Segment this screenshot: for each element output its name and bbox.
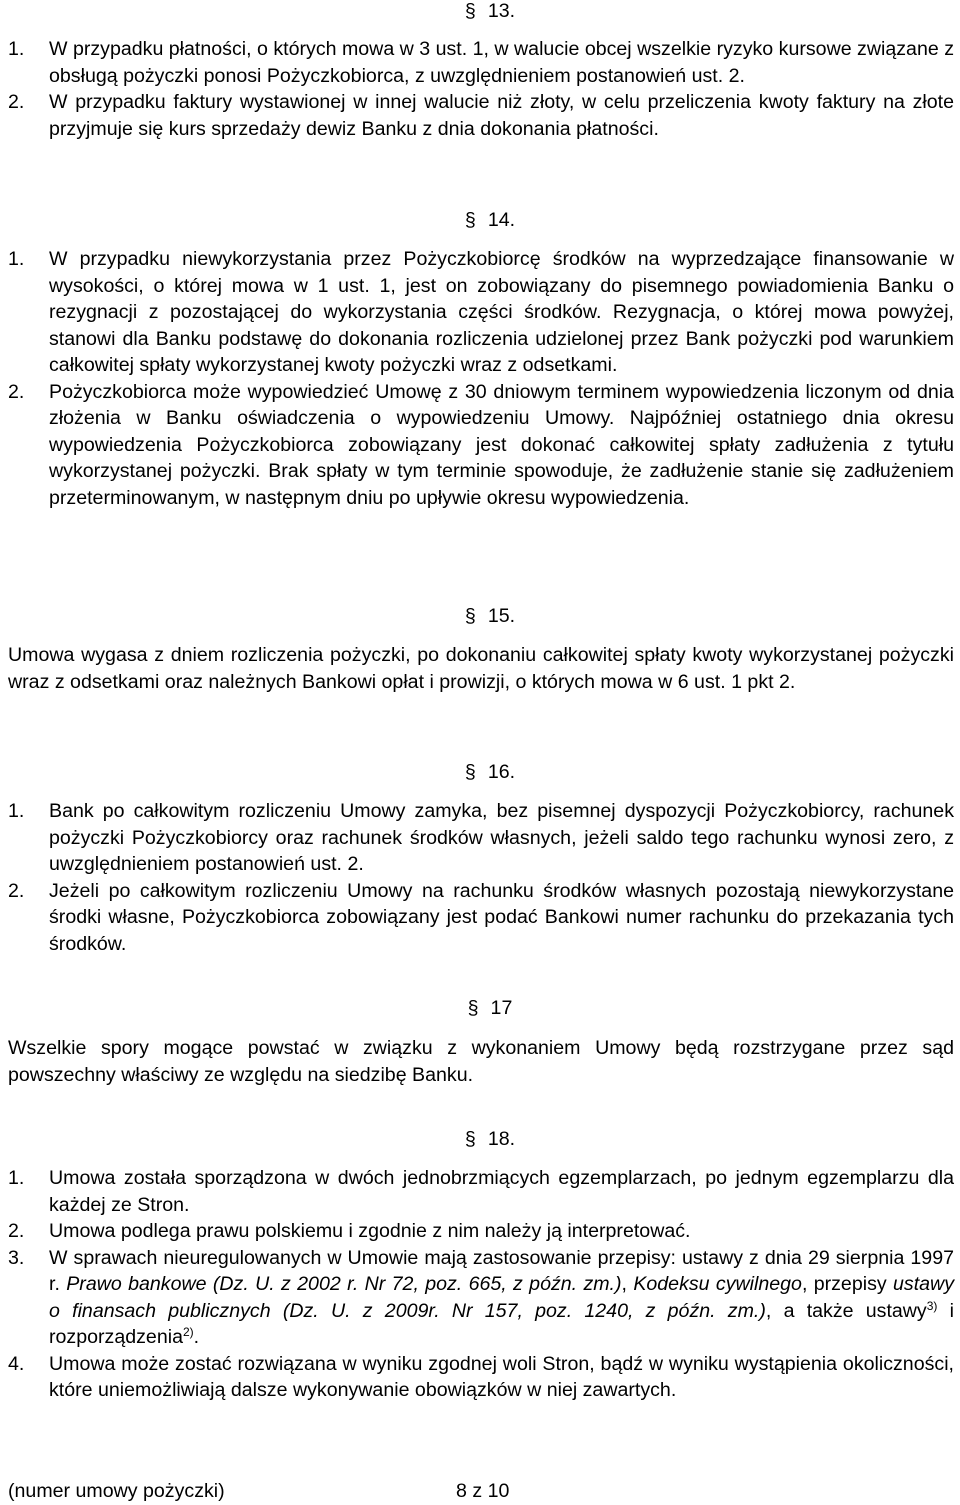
s18-item-3-text-e: i rozporządzenia [49, 1299, 954, 1348]
section-13-body [0, 36, 960, 142]
section-18-number: 18. [487, 1128, 516, 1150]
s18-item-3-text-a: W sprawach nieuregulowanych w Umowie mają zastosowanie przepisy: ustawy z dnia 29 sierpnia 1997 r. [49, 1246, 954, 1295]
section-18-heading [0, 1126, 960, 1153]
section-17-heading [0, 995, 960, 1022]
section-symbol: § [464, 605, 476, 627]
section-17 [0, 995, 960, 1022]
s18-item-4-num: 4. [8, 1352, 25, 1375]
s18-item-3-italic-banking-law: Prawo bankowe (Dz. U. z 2002 r. Nr 72, poz. 665, z późn. zm.) [66, 1273, 622, 1295]
section-18 [0, 1126, 960, 1153]
s18-item-1-num: 1. [8, 1167, 25, 1189]
section-15-heading [0, 603, 960, 630]
s18-item-2-num: 2. [8, 1220, 25, 1242]
s13-item-2-text: W przypadku faktury wystawionej w innej walucie niż złoty, w celu przeliczenia kwoty faktury na złote przyjmuje się kurs sprzedaży dewiz Banku z dnia dokonania płatności. [49, 91, 954, 140]
s16-item-2-text: Jeżeli po całkowitym rozliczeniu Umowy na rachunku środków własnych pozostają niewykorzystane środki własne, Pożyczkobiorca zobowiązany jest podać Bankowi numer rachunku do przekazania tych środków. [49, 879, 954, 955]
s13-item-1-num: 1. [8, 38, 25, 60]
s18-item-3-text-d: , a także ustawy [765, 1299, 927, 1322]
section-14 [0, 207, 960, 234]
s14-item-1-text: W przypadku niewykorzystania przez Pożyczkobiorcę środków na wyprzedzające finansowanie w wysokości, o której mowa w 1 ust. 1, jest on zobowiązany do pisemnego powiadomienia Banku o rezygnacji z pozostającej do wykorzystania części środków. Rezygnacja, o której mowa powyżej, stanowi dla Banku podstawę do dokonania rozliczenia udzielonej przez Bank pożyczki pod warunkiem całkowitej spłaty wykorzystanej kwoty pożyczki wraz z odsetkami. [49, 248, 954, 376]
section-15-body [0, 642, 960, 695]
s18-item-3 [0, 1245, 960, 1351]
footnote-ref-3: 3) [926, 1298, 938, 1313]
section-13-number: 13. [487, 0, 516, 22]
s16-item-1 [0, 798, 960, 878]
s14-item-2 [0, 379, 960, 512]
section-symbol: § [464, 209, 476, 231]
s18-item-4-text: Umowa może zostać rozwiązana w wyniku zgodnej woli Stron, bądź w wyniku wystąpienia okoliczności, które uniemożliwiają dalsze wykonywanie obowiązków w niej zawartych. [49, 1352, 954, 1401]
s13-item-1-text: W przypadku płatności, o których mowa w 3 ust. 1, w walucie obcej wszelkie ryzyko kursowe związane z obsługą pożyczki ponosi Pożyczkobiorca, z uwzględnieniem postanowień ust. 2. [49, 38, 954, 87]
section-18-body [0, 1165, 960, 1404]
s14-item-1 [0, 246, 960, 379]
s18-item-1-text: Umowa została sporządzona w dwóch jednobrzmiących egzemplarzach, po jednym egzemplarzu dla każdej ze Stron. [49, 1167, 954, 1216]
footer-page-number: 8 z 10 [456, 1480, 510, 1502]
s14-item-2-text: Pożyczkobiorca może wypowiedzieć Umowę z 30 dniowym terminem wypowiedzenia liczonym od dnia złożenia w Banku oświadczenia o wypowiedzeniu Umowy. Najpóźniej ostatniego dnia okresu wypowiedzenia Pożyczkobiorca zobowiązany jest dokonać całkowitej spłaty zadłużenia z tytułu wykorzystanej pożyczki. Brak spłaty w tym terminie spowoduje, że zadłużenie stanie się zadłużeniem przeterminowanym, w następnym dniu po upływie okresu wypowiedzenia. [49, 380, 954, 509]
footnote-ref-2: 2) [182, 1325, 194, 1339]
s18-item-1 [0, 1165, 960, 1218]
section-14-number: 14. [487, 209, 516, 231]
section-symbol: § [464, 761, 476, 783]
section-14-heading [0, 207, 960, 234]
s18-item-3-italic-public-finance: ustawy o finansach publicznych (Dz. U. z 2009r. Nr 157, poz. 1240, z późn. zm.) [49, 1273, 954, 1322]
s14-item-1-num: 1. [8, 248, 25, 270]
section-17-body [0, 1035, 960, 1088]
section-symbol: § [464, 1128, 476, 1150]
section-13-heading [0, 0, 960, 25]
section-17-number: 17 [490, 997, 513, 1019]
s16-item-1-num: 1. [8, 800, 25, 822]
s18-item-3-italic-civil-code: Kodeksu cywilnego [633, 1273, 802, 1295]
s18-item-3-text-b: , [621, 1273, 634, 1295]
s13-item-2-num: 2. [8, 91, 25, 113]
s18-item-2 [0, 1218, 960, 1245]
section-16-number: 16. [487, 761, 516, 783]
section-16-heading [0, 759, 960, 786]
section-16 [0, 759, 960, 786]
s15-text: Umowa wygasa z dniem rozliczenia pożyczki, po dokonaniu całkowitej spłaty kwoty wykorzystanej pożyczki wraz z odsetkami oraz należnych Bankowi opłat i prowizji, o których mowa w 6 ust. 1 pkt 2. [8, 644, 954, 693]
s16-item-2-num: 2. [8, 879, 25, 902]
s18-item-3-text-f: . [193, 1326, 200, 1348]
section-15 [0, 603, 960, 630]
section-15-number: 15. [487, 605, 516, 627]
section-16-body [0, 798, 960, 957]
s18-item-4 [0, 1351, 960, 1404]
s16-item-1-text: Bank po całkowitym rozliczeniu Umowy zamyka, bez pisemnej dyspozycji Pożyczkobiorcy, rachunek pożyczki Pożyczkobiorcy oraz rachunek środków własnych, jeżeli saldo tego rachunku wynosi zero, z uwzględnieniem postanowień ust. 2. [49, 800, 954, 875]
section-symbol: § [467, 997, 479, 1019]
s14-item-2-num: 2. [8, 380, 25, 403]
s16-item-2 [0, 878, 960, 958]
footer-loan-number: (numer umowy pożyczki) [8, 1480, 225, 1502]
s17-text: Wszelkie spory mogące powstać w związku z wykonaniem Umowy będą rozstrzygane przez sąd powszechny właściwy ze względu na siedzibę Banku. [8, 1037, 954, 1086]
s18-item-2-text: Umowa podlega prawu polskiemu i zgodnie z nim należy ją interpretować. [49, 1220, 691, 1242]
section-13 [0, 0, 960, 25]
section-symbol: § [464, 0, 476, 22]
section-14-body [0, 246, 960, 511]
s18-item-3-text-c: , przepisy [801, 1273, 894, 1295]
s13-item-1 [0, 36, 960, 89]
s18-item-3-num: 3. [8, 1246, 25, 1269]
s13-item-2 [0, 89, 960, 142]
